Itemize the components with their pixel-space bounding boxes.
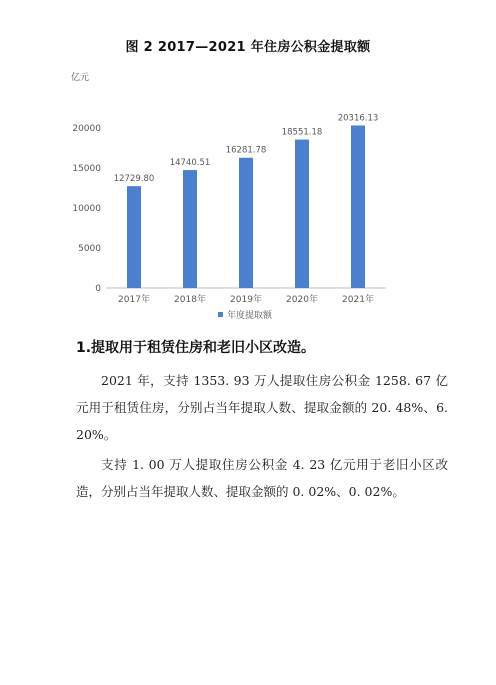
x-tick-label: 2020年 — [286, 295, 318, 305]
y-tick-label: 20000 — [72, 124, 101, 134]
paragraph-old-community-renovation: 支持 1. 00 万人提取住房公积金 4. 23 亿元用于老旧小区改造，分别占当年提取人数、提取金额的 0. 02%、0. 02%。 — [76, 457, 448, 499]
legend-label: 年度提取额 — [227, 311, 273, 321]
bar-2017年 — [127, 186, 141, 288]
y-tick-label: 5000 — [78, 244, 101, 254]
bar-data-label: 16281.78 — [225, 145, 267, 156]
figure-title: 图 2 2017—2021 年住房公积金提取额 — [125, 40, 371, 55]
y-tick-label: 10000 — [72, 204, 101, 214]
bar-data-label: 20316.13 — [337, 113, 379, 124]
x-tick-label: 2019年 — [230, 295, 262, 305]
legend-swatch — [218, 312, 223, 317]
x-tick-label: 2018年 — [174, 295, 206, 305]
y-tick-label: 15000 — [72, 164, 101, 174]
y-axis-unit-label: 亿元 — [71, 73, 90, 83]
paragraph-rental-housing: 2021 年，支持 1353. 93 万人提取住房公积金 1258. 67 亿元用于租赁住房，分别占当年提取人数、提取金额的 20. 48%、6. 20%。 — [76, 373, 448, 442]
bar-data-label: 18551.18 — [281, 127, 323, 138]
bar-chart — [0, 60, 496, 330]
x-tick-label: 2021年 — [342, 295, 374, 305]
x-tick-label: 2017年 — [118, 295, 150, 305]
bar-2019年 — [239, 158, 253, 288]
bar-data-label: 12729.80 — [113, 174, 155, 185]
bar-2020年 — [295, 140, 309, 288]
bar-data-label: 14740.51 — [169, 158, 211, 169]
bar-2018年 — [183, 170, 197, 288]
section-heading: 1.提取用于租赁住房和老旧小区改造。 — [76, 340, 316, 356]
bar-2021年 — [351, 125, 365, 288]
y-tick-label: 0 — [95, 284, 101, 294]
